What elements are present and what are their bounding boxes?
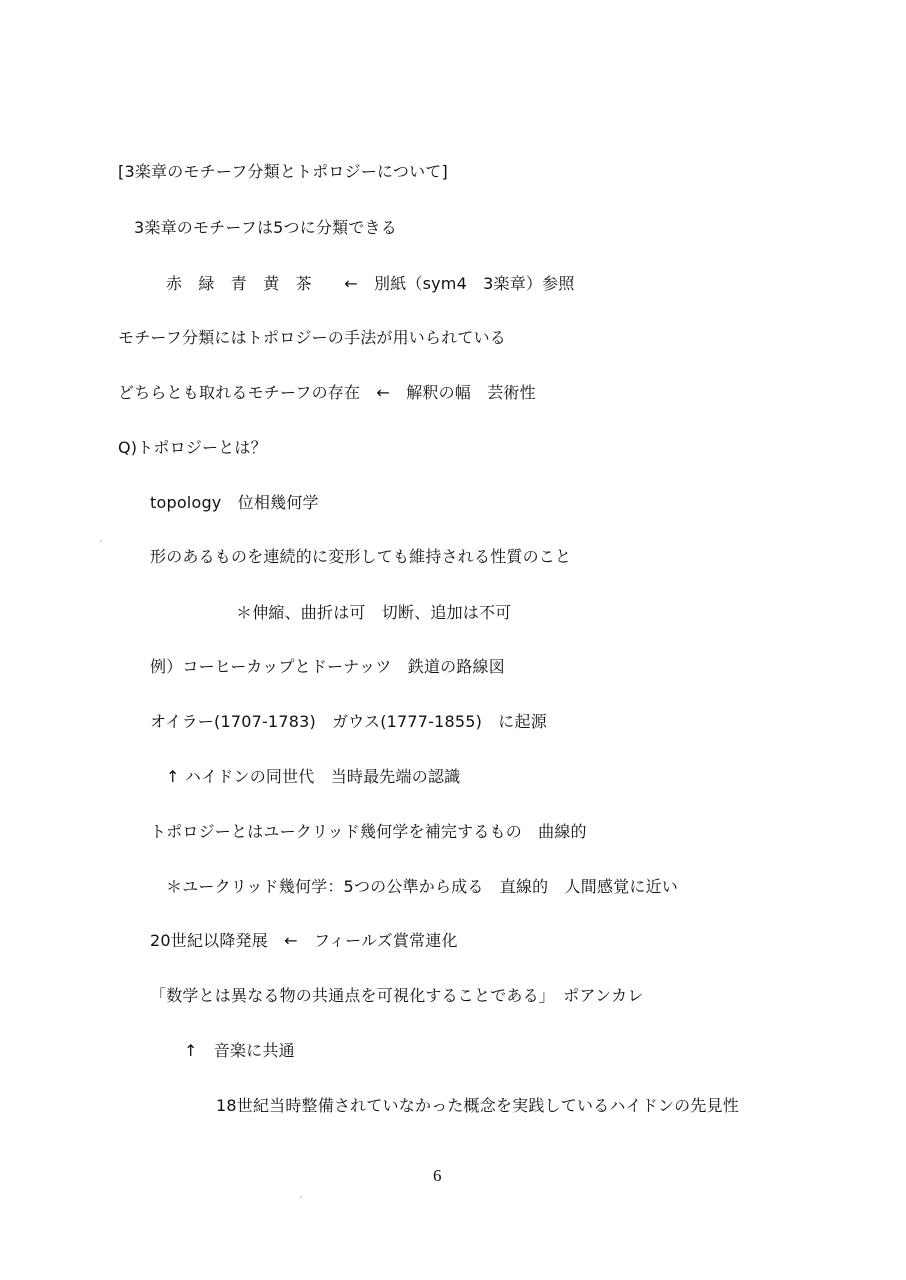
text-line: ↑ 音楽に共通 [184,1041,295,1060]
section-heading: [3楽章のモチーフ分類とトポロジーについて] [118,162,448,181]
text-line: 18世紀当時整備されていなかった概念を実践しているハイドンの先見性 [216,1096,739,1115]
text-line: 形のあるものを連続的に変形しても維持される性質のこと [150,547,572,566]
text-line: どちらとも取れるモチーフの存在 ← 解釈の幅 芸術性 [118,383,536,402]
scan-speck [100,540,102,542]
text-line: ↑ ハイドンの同世代 当時最先端の認識 [166,767,461,786]
text-line: モチーフ分類にはトポロジーの手法が用いられている [118,328,507,347]
text-line: topology 位相幾何学 [150,493,319,512]
text-line: オイラー(1707-1783) ガウス(1777-1855) に起源 [150,712,547,731]
text-line: Q)トポロジーとは？ [118,438,267,457]
text-line: ＊伸縮、曲折は可 切断、追加は不可 [236,603,512,622]
text-line: 例）コーヒーカップとドーナッツ 鉄道の路線図 [150,657,505,676]
page-number: 6 [433,1166,442,1185]
text-line: 赤 緑 青 黄 茶 ← 別紙（sym4 3楽章）参照 [166,274,575,293]
text-line: トポロジーとはユークリッド幾何学を補完するもの 曲線的 [150,822,587,841]
text-line: ＊ユークリッド幾何学：5つの公準から成る 直線的 人間感覚に近い [166,877,678,896]
text-line: 「数学とは異なる物の共通点を可視化することである」 ポアンカレ [150,986,644,1005]
text-line: 3楽章のモチーフは5つに分類できる [134,218,397,237]
scan-speck [300,1196,302,1198]
text-line: 20世紀以降発展 ← フィールズ賞常連化 [150,931,458,950]
